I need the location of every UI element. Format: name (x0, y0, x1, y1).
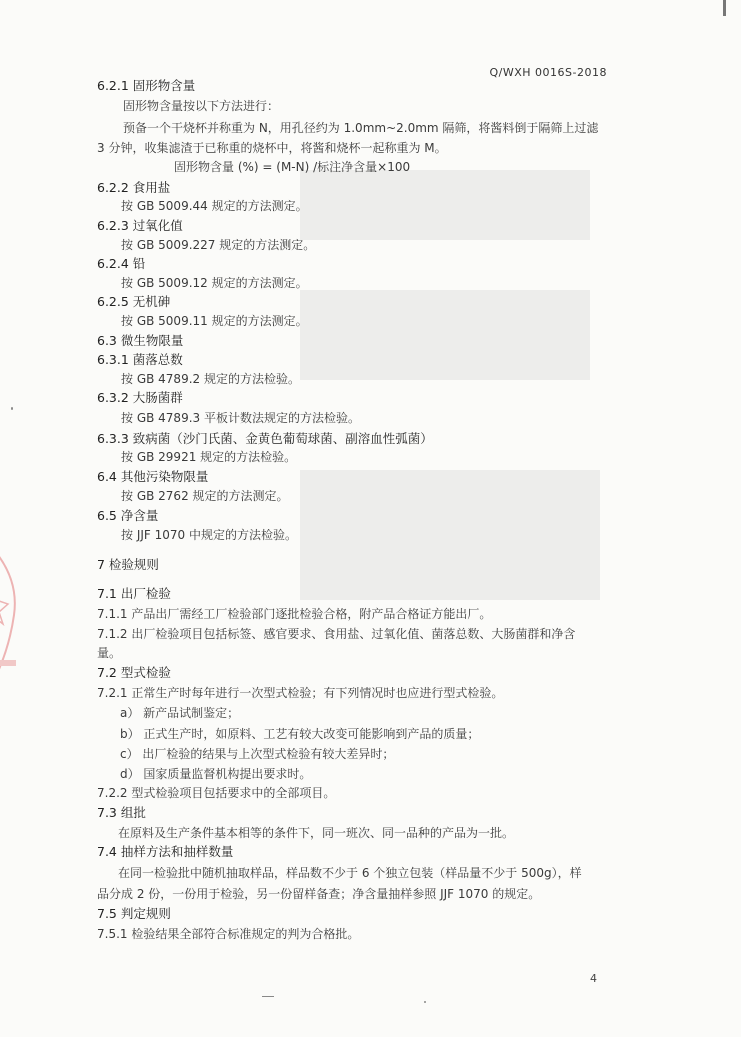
text-line-6-2-1-p3: 3 分钟，收集滤渣于已称重的烧杯中，将酱和烧杯一起称重为 M。 (97, 141, 447, 155)
text-line-7-5: 7.5 判定规则 (97, 906, 171, 921)
text-line-6-2-1-p2: 预备一个干烧杯并称重为 N，用孔径约为 1.0mm~2.0mm 隔筛，将酱料倒于隔筛上过滤 (123, 121, 599, 135)
text-line-7-2-1-b: b） 正式生产时，如原料、工艺有较大改变可能影响到产品的质量； (120, 727, 480, 741)
text-line-7-1: 7.1 出厂检验 (97, 586, 171, 601)
bleed-through-block (300, 290, 590, 380)
speck (262, 996, 274, 997)
text-line-6-2-2-p: 按 GB 5009.44 规定的方法测定。 (121, 199, 308, 213)
text-line-6-4-p: 按 GB 2762 规定的方法测定。 (121, 489, 289, 503)
text-line-6-3-1: 6.3.1 菌落总数 (97, 352, 183, 367)
speck (424, 1001, 426, 1003)
text-line-7-2-1: 7.2.1 正常生产时每年进行一次型式检验；有下列情况时也应进行型式检验。 (97, 686, 504, 700)
text-line-7-4-p2: 品分成 2 份，一份用于检验，另一份留样备查；净含量抽样参照 JJF 1070 的规定。 (97, 887, 541, 901)
text-line-7-2-1-a: a） 新产品试制鉴定； (120, 706, 240, 720)
text-line-7-3-p: 在原料及生产条件基本相等的条件下，同一班次、同一品种的产品为一批。 (118, 826, 515, 840)
text-line-6-3-3: 6.3.3 致病菌（沙门氏菌、金黄色葡萄球菌、副溶血性弧菌） (97, 431, 433, 446)
speck (11, 407, 13, 410)
text-line-7: 7 检验规则 (97, 557, 159, 572)
text-line-7-4: 7.4 抽样方法和抽样数量 (97, 844, 234, 859)
text-line-6-3: 6.3 微生物限量 (97, 333, 184, 348)
text-line-7-2-2: 7.2.2 型式检验项目包括要求中的全部项目。 (97, 786, 336, 800)
text-line-7-5-1: 7.5.1 检验结果全部符合标准规定的判为合格批。 (97, 927, 360, 941)
text-line-7-1-2: 7.1.2 出厂检验项目包括标签、感官要求、食用盐、过氧化值、菌落总数、大肠菌群和净含 (97, 627, 576, 641)
text-line-6-2-4-p: 按 GB 5009.12 规定的方法测定。 (121, 276, 308, 290)
document-code: Q/WXH 0016S-2018 (489, 66, 607, 79)
text-line-7-2-1-d: d） 国家质量监督机构提出要求时。 (120, 767, 312, 781)
page-number: 4 (590, 972, 597, 985)
text-line-6-2-1-f: 固形物含量 (%) = (M-N) /标注净含量×100 (174, 160, 411, 174)
text-line-6-2-3-p: 按 GB 5009.227 规定的方法测定。 (121, 238, 316, 252)
speck (723, 0, 726, 16)
text-line-6-5-p: 按 JJF 1070 中规定的方法检验。 (121, 528, 297, 542)
text-line-6-2-1: 6.2.1 固形物含量 (97, 78, 196, 93)
text-line-6-2-4: 6.2.4 铅 (97, 256, 146, 271)
text-line-6-2-2: 6.2.2 食用盐 (97, 180, 171, 195)
stamp-fragment-icon (0, 540, 28, 690)
text-line-6-3-2: 6.3.2 大肠菌群 (97, 390, 183, 405)
text-line-6-4: 6.4 其他污染物限量 (97, 469, 209, 484)
text-line-6-3-3-p: 按 GB 29921 规定的方法检验。 (121, 450, 297, 464)
text-line-7-1-1: 7.1.1 产品出厂需经工厂检验部门逐批检验合格，附产品合格证方能出厂。 (97, 607, 492, 621)
text-line-7-4-p1: 在同一检验批中随机抽取样品，样品数不少于 6 个独立包装（样品量不少于 500g），样 (118, 866, 582, 880)
text-line-7-3: 7.3 组批 (97, 805, 146, 820)
text-line-7-2: 7.2 型式检验 (97, 665, 171, 680)
text-line-7-2-1-c: c） 出厂检验的结果与上次型式检验有较大差异时； (120, 747, 395, 761)
text-line-6-2-3: 6.2.3 过氧化值 (97, 218, 183, 233)
text-line-6-3-2-p: 按 GB 4789.3 平板计数法规定的方法检验。 (121, 411, 360, 425)
text-line-6-2-5-p: 按 GB 5009.11 规定的方法测定。 (121, 314, 308, 328)
bleed-through-block (300, 470, 600, 600)
text-line-6-5: 6.5 净含量 (97, 508, 159, 523)
text-line-6-3-1-p: 按 GB 4789.2 规定的方法检验。 (121, 372, 300, 386)
text-line-7-1-2b: 量。 (97, 646, 122, 660)
text-line-6-2-5: 6.2.5 无机砷 (97, 294, 171, 309)
text-line-6-2-1-p1: 固形物含量按以下方法进行： (123, 99, 280, 113)
bleed-through-block (300, 170, 590, 240)
